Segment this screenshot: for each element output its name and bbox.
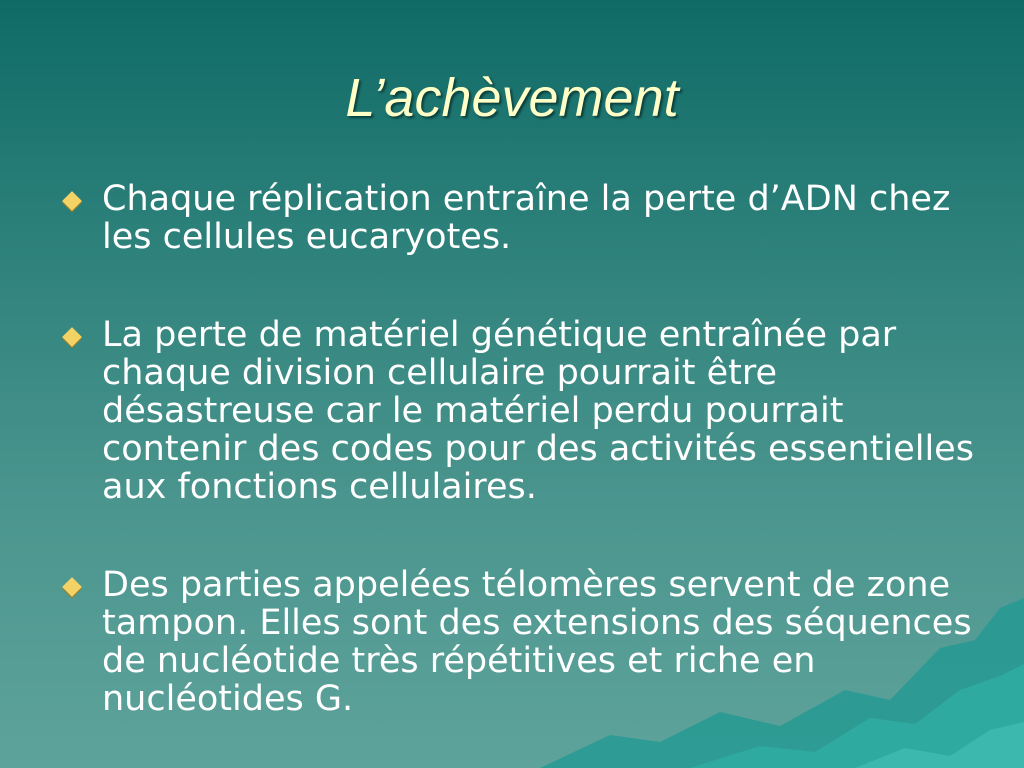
bullet-list xyxy=(62,180,992,718)
bullet-item xyxy=(62,566,992,718)
diamond-bullet-icon xyxy=(62,577,82,597)
diamond-bullet-icon xyxy=(62,191,82,211)
bullet-text: Chaque réplication entraîne la perte d’ADN chez les cellules eucaryotes. xyxy=(102,179,951,257)
bullet-item xyxy=(62,180,992,256)
diamond-bullet-icon xyxy=(62,327,82,347)
bullet-text: La perte de matériel génétique entraînée par chaque division cellulaire pourrait être désastreuse car le matériel perdu pourrait contenir des codes pour des activités essentielles aux fonctions cellulaires. xyxy=(102,315,974,507)
bullet-text: Des parties appelées télomères servent de zone tampon. Elles sont des extensions des séquences de nucléotide très répétitives et riche en nucléotides G. xyxy=(102,565,972,719)
slide-title: L’achèvement xyxy=(345,68,679,128)
bullet-item xyxy=(62,316,992,506)
